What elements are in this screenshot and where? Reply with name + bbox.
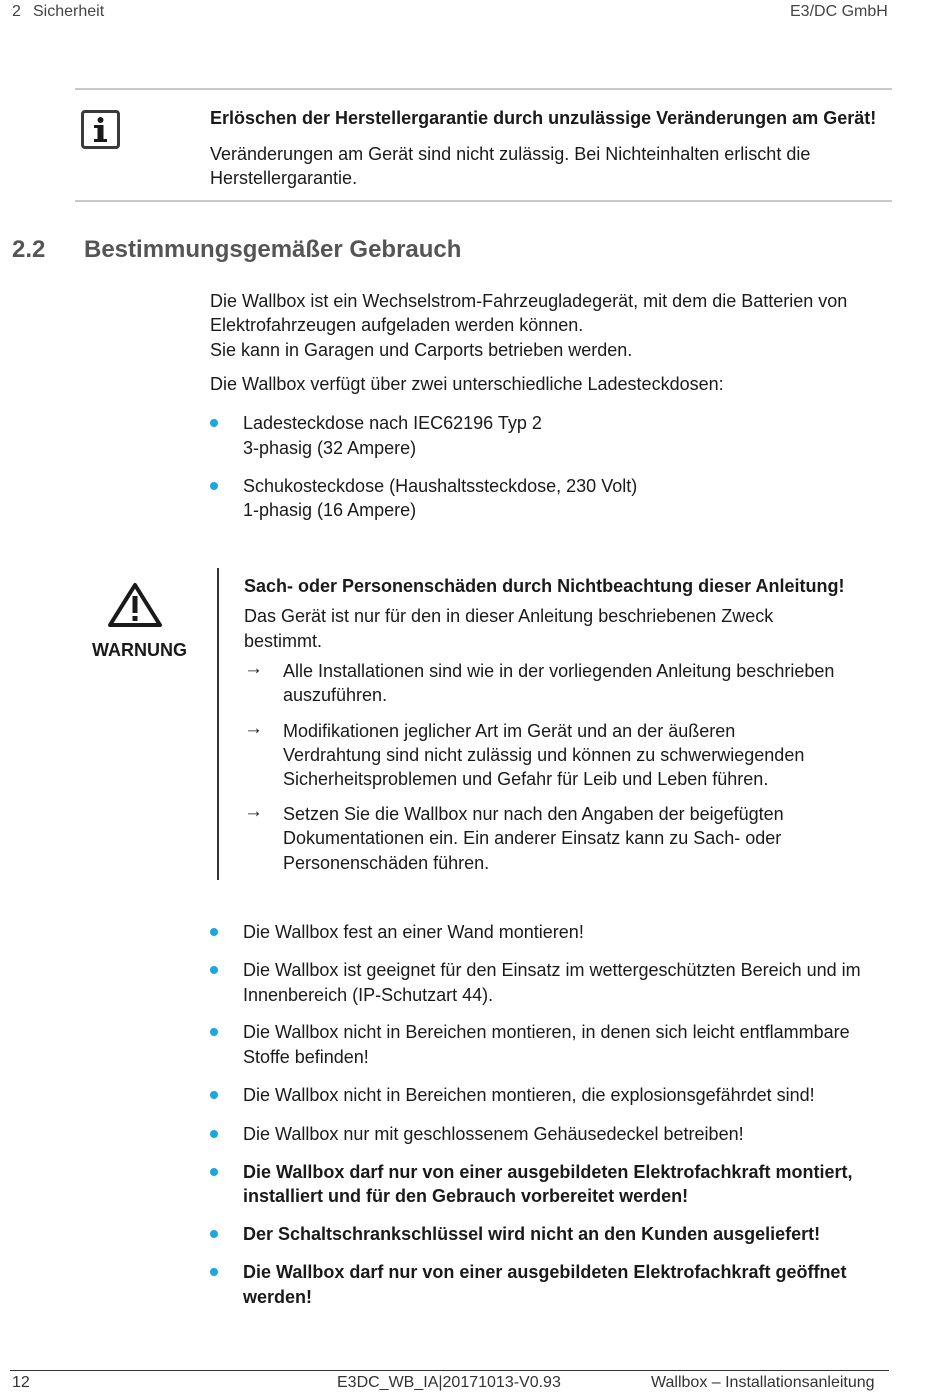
bullet-dot-icon [210, 928, 218, 936]
notice-title: Erlöschen der Herstellergarantie durch unzulässige Veränderungen am Gerät! [210, 108, 877, 128]
rule-7-line-1: Der Schaltschrankschlüssel wird nicht an den Kunden ausgeliefert! [243, 1224, 821, 1244]
rule-8-line-2: werden! [243, 1287, 313, 1307]
footer-doc-title: Wallbox – Installationsanleitung [651, 1374, 875, 1391]
rule-3-line-1: Die Wallbox nicht in Bereichen montieren, in denen sich leicht entflammbare [243, 1022, 850, 1042]
rule-2-line-1: Die Wallbox ist geeignet für den Einsatz im wettergeschützten Bereich und im [243, 960, 861, 980]
bullet-dot-icon [210, 1168, 218, 1176]
warning-item-2-line-2: Verdrahtung sind nicht zulässig und können zu schwerwiegenden [283, 745, 805, 765]
arrow-right-icon: → [244, 718, 263, 739]
header-chapter-number: 2 [12, 3, 21, 20]
header-chapter-title: Sicherheit [33, 3, 105, 20]
rule-4-line-1: Die Wallbox nicht in Bereichen montieren, die explosionsgefährdet sind! [243, 1085, 815, 1105]
warning-item-3-line-1: Setzen Sie die Wallbox nur nach den Angaben der beigefügten [283, 804, 784, 824]
notice-text-line-2: Herstellergarantie. [210, 168, 358, 188]
section-title: Bestimmungsgemäßer Gebrauch [84, 236, 462, 263]
bullet-dot-icon [210, 1028, 218, 1036]
warning-text-line-1: Das Gerät ist nur für den in dieser Anleitung beschriebenen Zweck [244, 606, 774, 626]
rule-6-line-1: Die Wallbox darf nur von einer ausgebildeten Elektrofachkraft montiert, [243, 1162, 853, 1182]
header-company: E3/DC GmbH [790, 3, 888, 20]
socket-1-line-2: 3-phasig (32 Ampere) [243, 438, 417, 458]
bullet-dot-icon [210, 1091, 218, 1099]
warning-divider [217, 568, 219, 880]
warning-item-3-line-2: Dokumentationen ein. Ein anderer Einsatz kann zu Sach- oder [283, 828, 782, 848]
warning-title: Sach- oder Personenschäden durch Nichtbeachtung dieser Anleitung! [244, 576, 845, 596]
arrow-right-icon: → [244, 801, 263, 822]
bullet-dot-icon [210, 1130, 218, 1138]
rule-1-line-1: Die Wallbox fest an einer Wand montieren! [243, 922, 584, 942]
bullet-dot-icon [210, 1268, 218, 1276]
info-icon [81, 110, 120, 149]
socket-1-line-1: Ladesteckdose nach IEC62196 Typ 2 [243, 413, 542, 433]
sockets-intro: Die Wallbox verfügt über zwei unterschiedliche Ladesteckdosen: [210, 374, 724, 394]
intro-line-2: Elektrofahrzeugen aufgeladen werden können. [210, 315, 584, 335]
footer-page-number: 12 [12, 1374, 30, 1391]
rule-2-line-2: Innenbereich (IP-Schutzart 44). [243, 985, 494, 1005]
warning-item-2-line-3: Sicherheitsproblemen und Gefahr für Leib und Leben führen. [283, 769, 769, 789]
rule-6-line-2: installiert und für den Gebrauch vorbereitet werden! [243, 1186, 689, 1206]
rule-5-line-1: Die Wallbox nur mit geschlossenem Gehäusedeckel betreiben! [243, 1124, 744, 1144]
intro-line-1: Die Wallbox ist ein Wechselstrom-Fahrzeugladegerät, mit dem die Batterien von [210, 291, 848, 311]
rule-3-line-2: Stoffe befinden! [243, 1047, 369, 1067]
notice-top-rule [75, 88, 892, 90]
section-number: 2.2 [12, 236, 46, 263]
warning-item-2-line-1: Modifikationen jeglicher Art im Gerät und an der äußeren [283, 721, 736, 741]
socket-2-line-2: 1-phasig (16 Ampere) [243, 500, 417, 520]
intro-line-3: Sie kann in Garagen und Carports betrieben werden. [210, 340, 633, 360]
warning-label: WARNUNG [92, 640, 187, 660]
footer-doc-id: E3DC_WB_IA|20171013-V0.93 [337, 1374, 561, 1391]
bullet-dot-icon [210, 482, 218, 490]
bullet-dot-icon [210, 1230, 218, 1238]
warning-item-1-line-2: auszuführen. [283, 685, 388, 705]
rule-8-line-1: Die Wallbox darf nur von einer ausgebildeten Elektrofachkraft geöffnet [243, 1262, 847, 1282]
bullet-dot-icon [210, 966, 218, 974]
warning-triangle-icon [107, 582, 163, 633]
warning-item-1-line-1: Alle Installationen sind wie in der vorliegenden Anleitung beschrieben [283, 661, 835, 681]
notice-text-line-1: Veränderungen am Gerät sind nicht zulässig. Bei Nichteinhalten erlischt die [210, 144, 811, 164]
warning-text-line-2: bestimmt. [244, 631, 323, 651]
bullet-dot-icon [210, 419, 218, 427]
socket-2-line-1: Schukosteckdose (Haushaltssteckdose, 230 Volt) [243, 476, 638, 496]
arrow-right-icon: → [244, 658, 263, 679]
warning-item-3-line-3: Personenschäden führen. [283, 853, 490, 873]
footer-rule [10, 1370, 889, 1371]
notice-bottom-rule [75, 200, 892, 202]
